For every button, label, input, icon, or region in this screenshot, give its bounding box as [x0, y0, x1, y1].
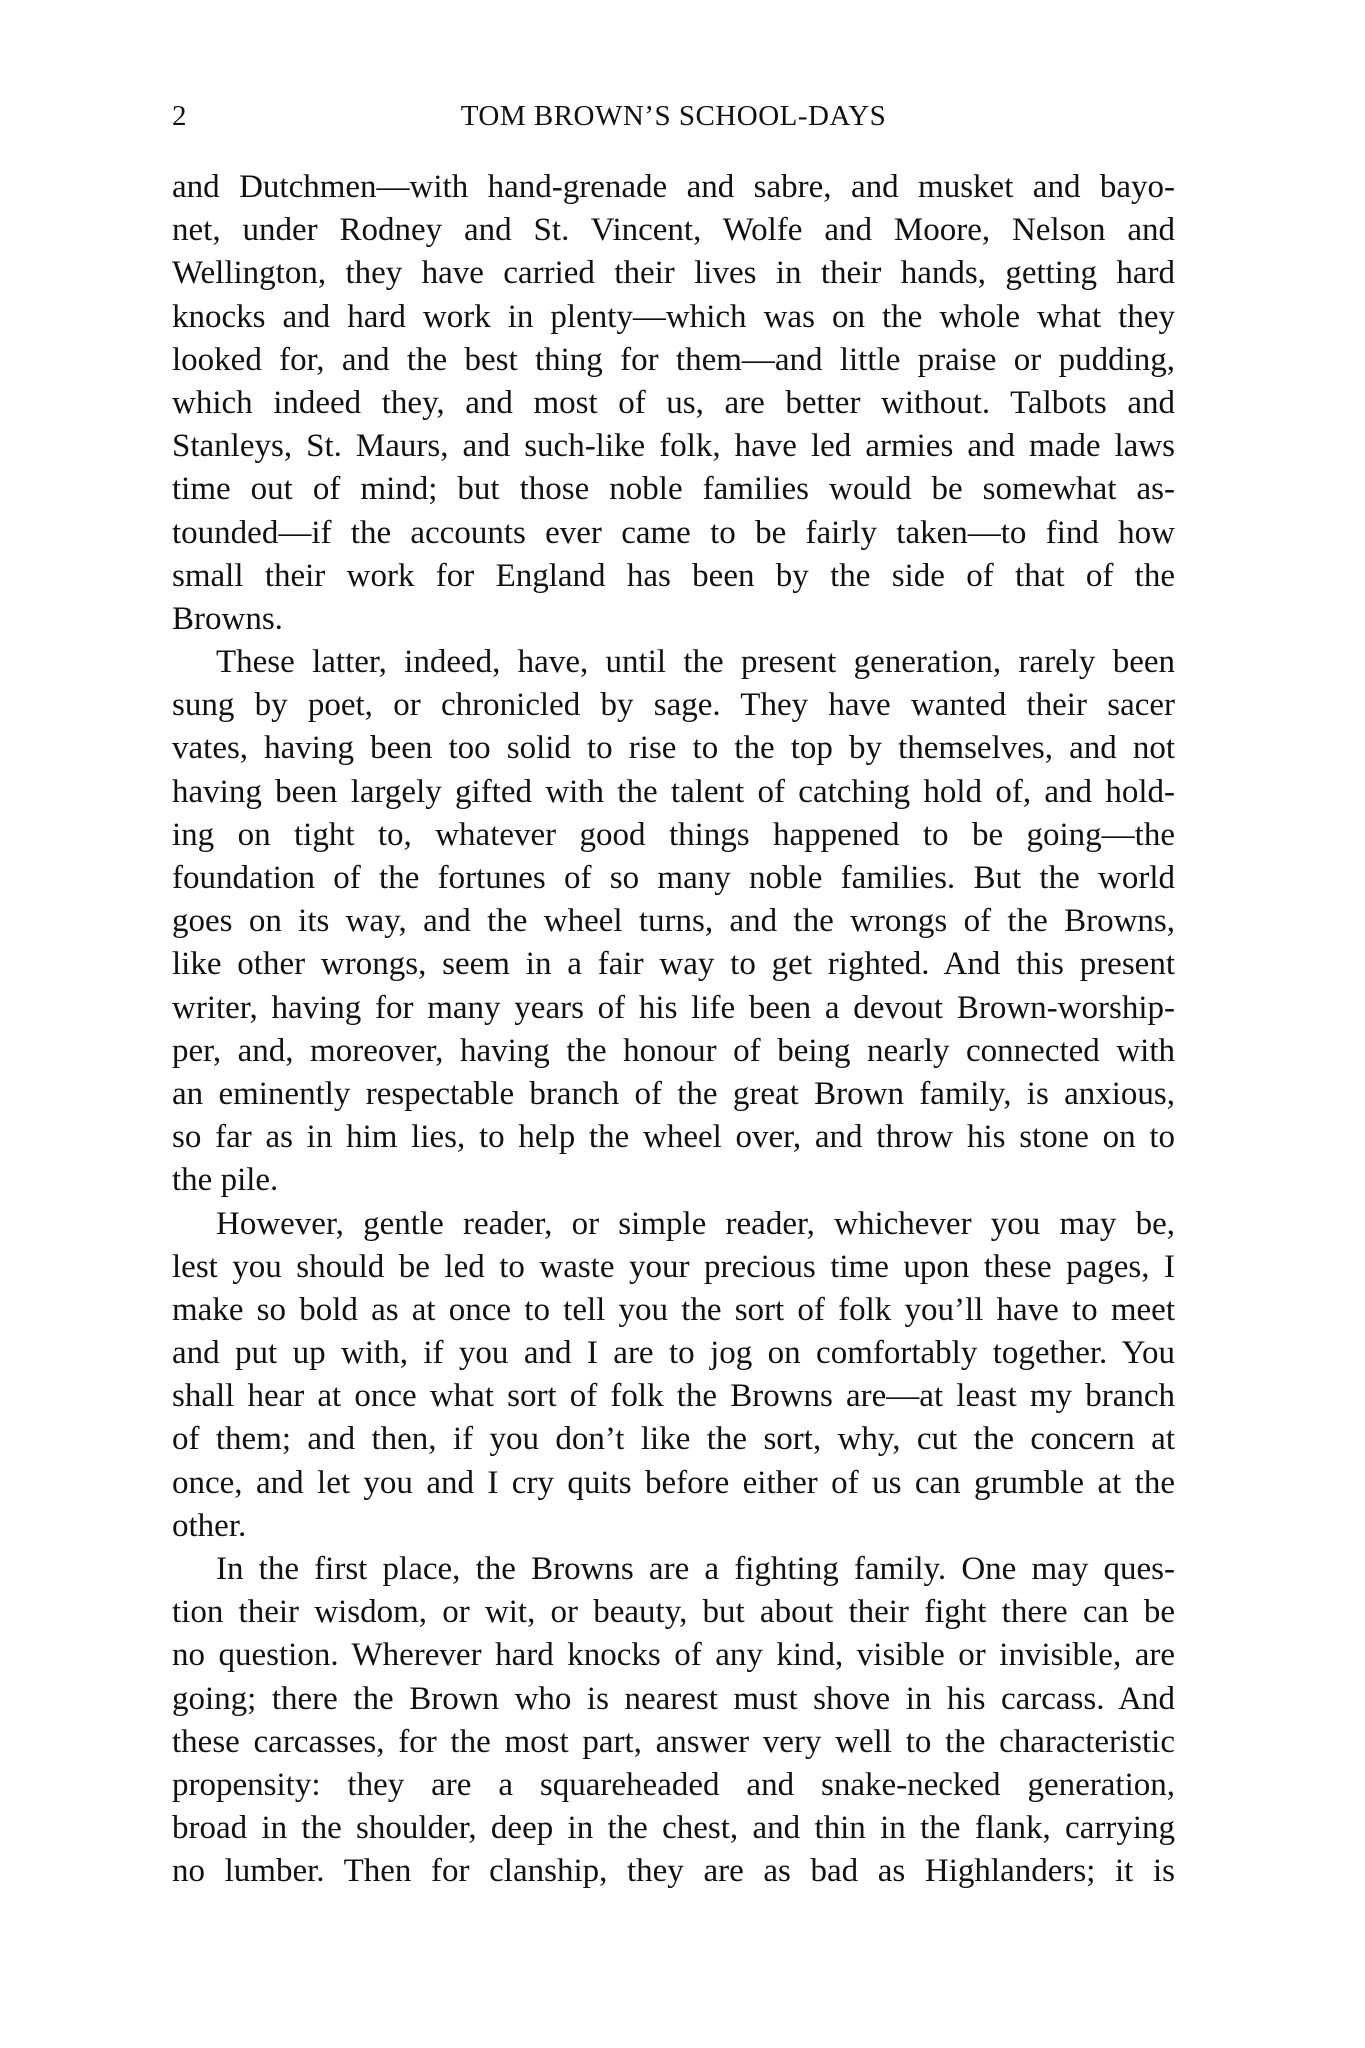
text-line: These latter, indeed, have, until the present generation, rarely been — [216, 644, 1175, 681]
paragraph — [172, 166, 1175, 641]
text-line: like other wrongs, seem in a fair way to get righted. And this present — [172, 946, 1175, 983]
paragraph — [172, 641, 1175, 1202]
text-line: shall hear at once what sort of folk the Browns are—at least my branch — [172, 1378, 1175, 1415]
text-line: and put up with, if you and I are to jog on comfortably together. You — [172, 1335, 1175, 1372]
text-line: these carcasses, for the most part, answer very well to the characteristic — [172, 1723, 1175, 1760]
text-line: the pile. — [172, 1162, 279, 1199]
text-line: goes on its way, and the wheel turns, and the wrongs of the Browns, — [172, 903, 1175, 940]
text-line: time out of mind; but those noble families would be somewhat as- — [172, 471, 1175, 508]
text-line: writer, having for many years of his life been a devout Brown-worship- — [172, 989, 1175, 1026]
text-line: no question. Wherever hard knocks of any kind, visible or invisible, are — [172, 1637, 1175, 1674]
paragraph — [172, 1548, 1175, 1894]
text-line: ing on tight to, whatever good things happened to be going—the — [172, 816, 1175, 853]
text-line: going; there the Brown who is nearest must shove in his carcass. And — [172, 1680, 1175, 1717]
text-line: sung by poet, or chronicled by sage. They have wanted their sacer — [172, 687, 1175, 724]
text-line: make so bold as at once to tell you the sort of folk you’ll have to meet — [172, 1291, 1175, 1328]
text-line: tounded—if the accounts ever came to be fairly taken—to find how — [172, 514, 1175, 551]
running-title: TOM BROWN’S SCHOOL-DAYS — [460, 100, 887, 132]
text-line: Stanleys, St. Maurs, and such-like folk, have led armies and made laws — [172, 428, 1175, 465]
text-line: per, and, moreover, having the honour of being nearly connected with — [172, 1032, 1175, 1069]
text-line: propensity: they are a squareheaded and snake-necked generation, — [172, 1766, 1175, 1803]
text-line: looked for, and the best thing for them—and little praise or pudding, — [172, 341, 1175, 378]
text-line: no lumber. Then for clanship, they are as bad as Highlanders; it is — [172, 1853, 1175, 1890]
text-line: other. — [172, 1507, 247, 1544]
page-number: 2 — [172, 100, 187, 132]
text-line: vates, having been too solid to rise to the top by themselves, and not — [172, 730, 1175, 767]
text-line: broad in the shoulder, deep in the chest, and thin in the flank, carrying — [172, 1810, 1175, 1847]
paragraph — [172, 1203, 1175, 1549]
text-line: of them; and then, if you don’t like the sort, why, cut the concern at — [172, 1421, 1175, 1458]
body-text — [172, 166, 1175, 1894]
text-line: knocks and hard work in plenty—which was on the whole what they — [172, 298, 1175, 335]
text-line: However, gentle reader, or simple reader, whichever you may be, — [216, 1205, 1175, 1242]
text-line: which indeed they, and most of us, are better without. Talbots and — [172, 384, 1175, 421]
text-line: In the first place, the Browns are a fighting family. One may ques- — [216, 1551, 1175, 1587]
text-line: having been largely gifted with the talent of catching hold of, and hold- — [172, 773, 1175, 810]
running-head — [172, 96, 1175, 136]
text-line: small their work for England has been by the side of that of the — [172, 557, 1175, 594]
text-line: net, under Rodney and St. Vincent, Wolfe and Moore, Nelson and — [172, 212, 1175, 249]
text-line: Wellington, they have carried their lives in their hands, getting hard — [172, 255, 1175, 292]
text-line: Browns. — [172, 600, 283, 637]
text-line: tion their wisdom, or wit, or beauty, but about their fight there can be — [172, 1594, 1175, 1631]
text-line: lest you should be led to waste your precious time upon these pages, I — [172, 1248, 1175, 1285]
text-line: so far as in him lies, to help the wheel over, and throw his stone on to — [172, 1119, 1175, 1156]
text-line: foundation of the fortunes of so many noble families. But the world — [172, 860, 1175, 896]
text-line: an eminently respectable branch of the great Brown family, is anxious, — [172, 1075, 1175, 1112]
text-line: once, and let you and I cry quits before either of us can grumble at the — [172, 1464, 1175, 1501]
text-line: and Dutchmen—with hand-grenade and sabre, and musket and bayo- — [172, 169, 1175, 205]
